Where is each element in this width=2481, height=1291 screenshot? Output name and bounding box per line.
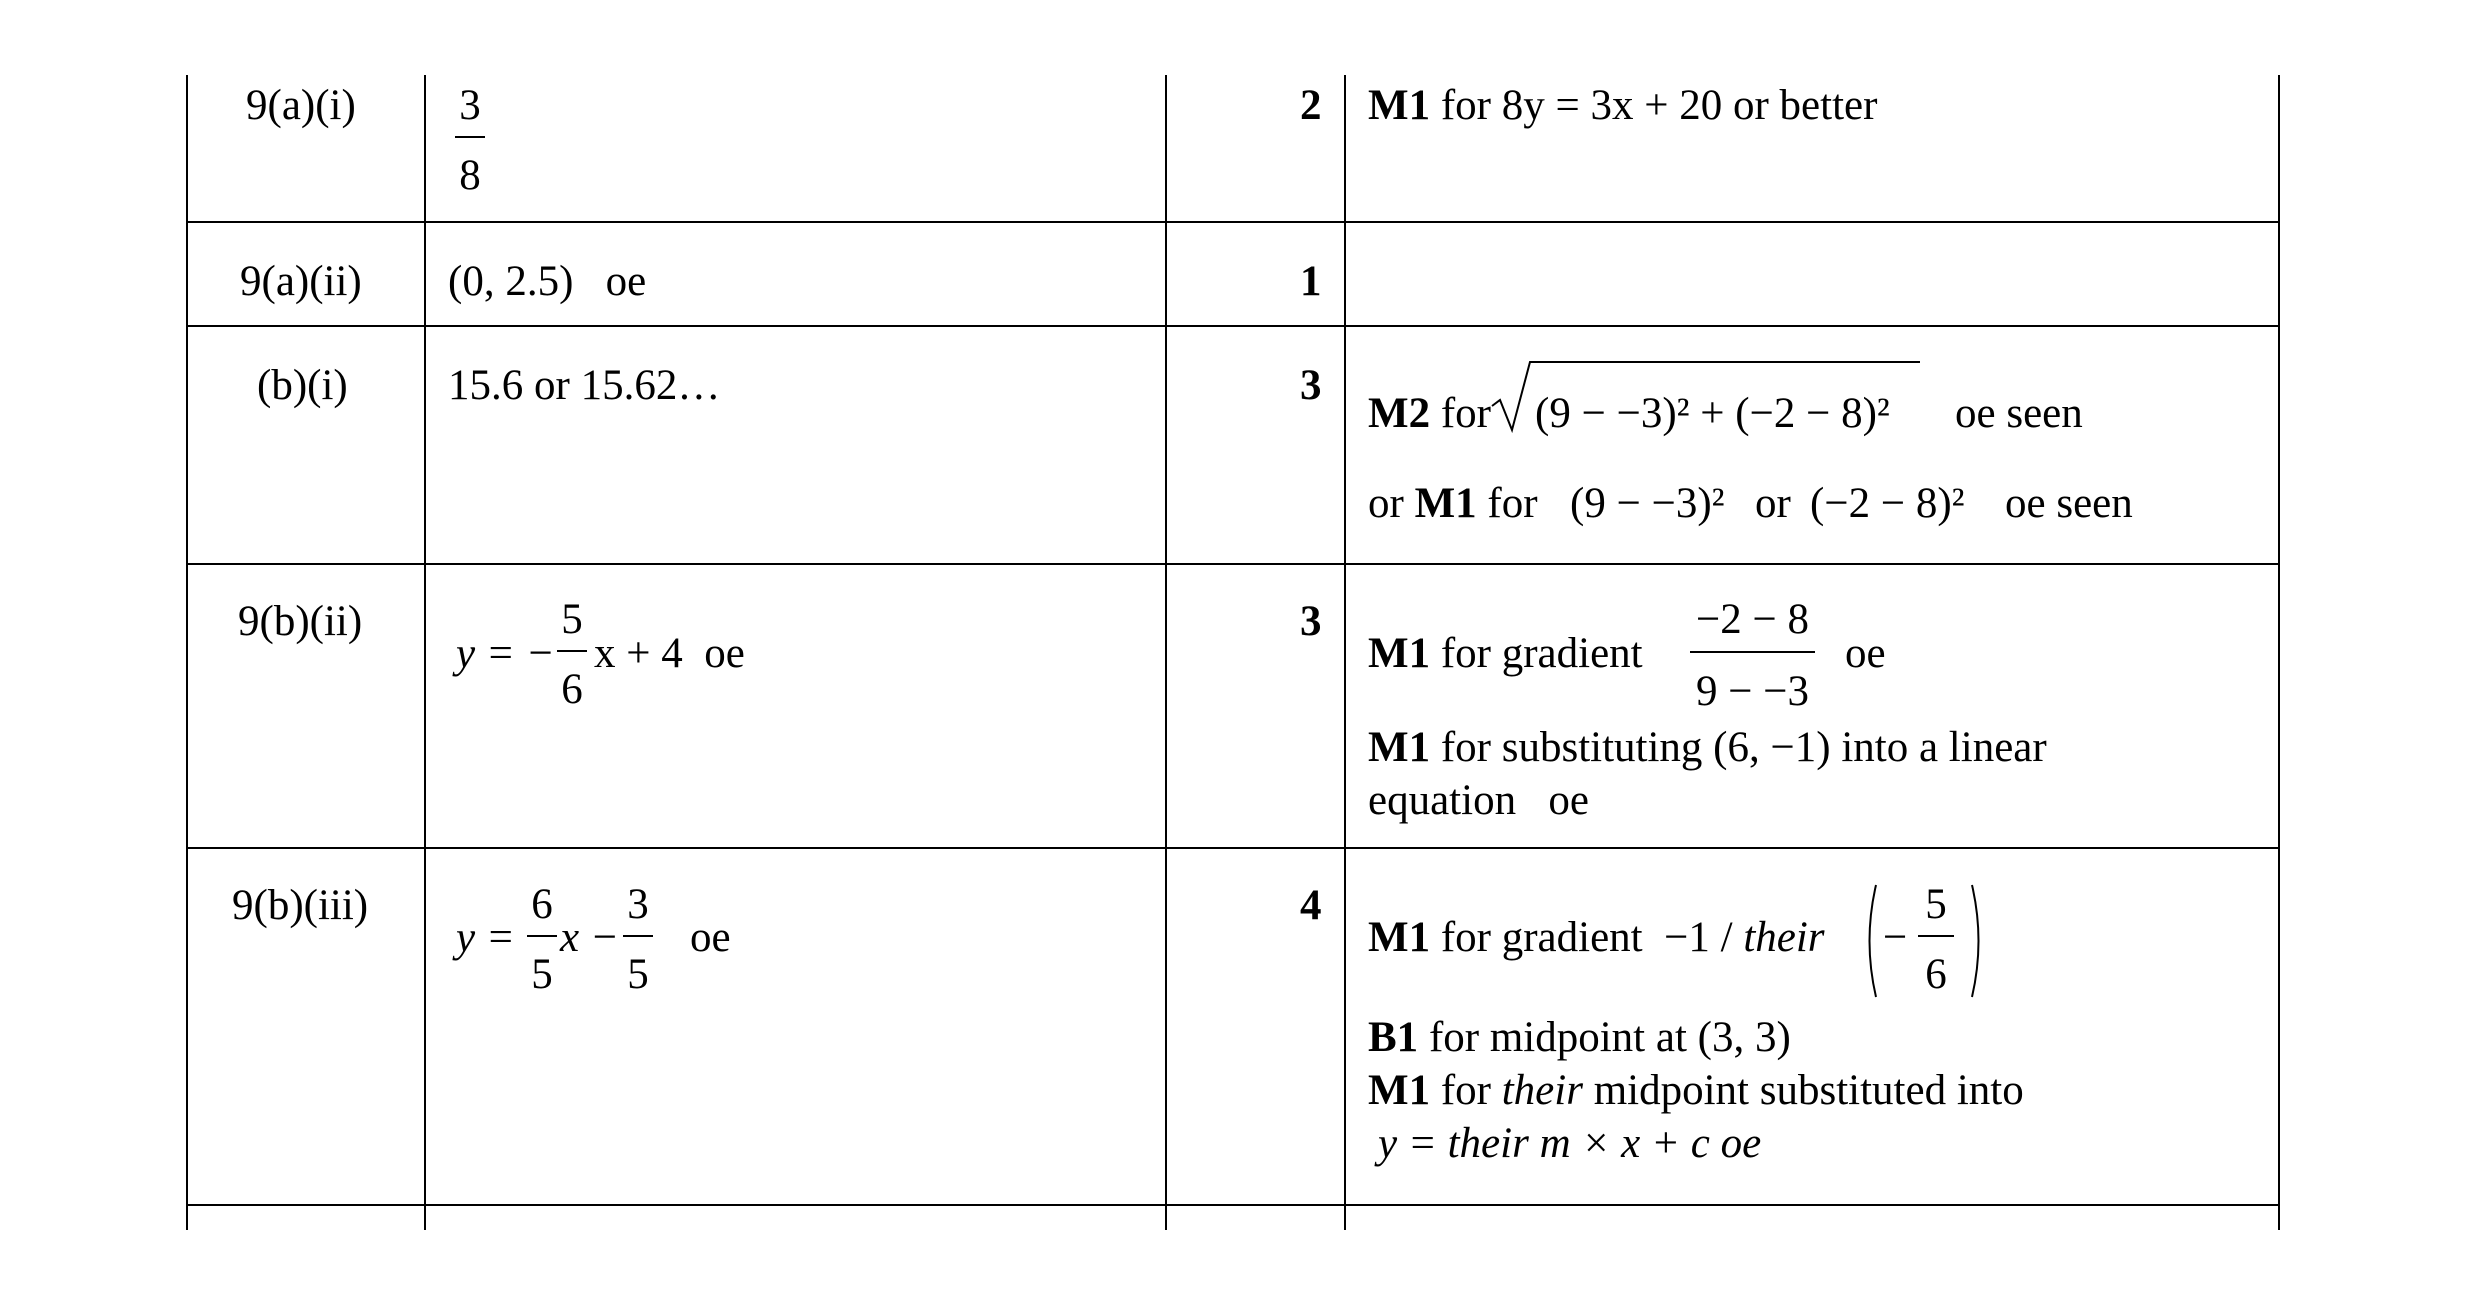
guidance-text: oe seen (1955, 390, 2083, 437)
fraction-denominator: 6 (561, 666, 583, 713)
guidance-text: or (1368, 480, 1415, 527)
fraction-numerator: 5 (561, 596, 583, 643)
answer-text: (0, 2.5) oe (448, 258, 647, 305)
answer-text: 15.6 or 15.62… (448, 362, 721, 409)
mark-code: M1 (1368, 82, 1431, 129)
mark-code: M1 (1368, 724, 1431, 771)
guidance-text: oe seen (2005, 480, 2133, 527)
answer-prefix: y = − (456, 630, 555, 677)
guidance-text (1368, 84, 1877, 127)
guidance-text: for substituting (6, −1) into a linear (1430, 724, 2047, 771)
marks-value: 2 (1300, 82, 1322, 129)
guidance-line-2 (1368, 726, 2047, 769)
guidance-line-1 (1368, 916, 1825, 959)
fraction-denominator: 8 (459, 152, 481, 199)
marks-value: 3 (1300, 362, 1322, 409)
answer-fraction (623, 881, 653, 998)
fraction-bar (557, 650, 587, 652)
expression-part: (−2 − 8)² (1810, 480, 1965, 527)
guidance-text: for (1430, 1067, 1502, 1114)
distance-expression: (9 − −3)² + (−2 − 8)² (1535, 390, 1890, 437)
mark-code: M2 (1368, 390, 1431, 437)
gradient-fraction (1918, 881, 1954, 998)
guidance-line-4: y = their m × x + c oe (1378, 1120, 1762, 1167)
question-number: 9(b)(ii) (238, 598, 363, 645)
guidance-text: for (1476, 480, 1538, 527)
their-word: their (1743, 914, 1825, 961)
fraction-bar (455, 136, 485, 138)
question-number: 9(a)(ii) (240, 258, 362, 305)
guidance-text: or (1755, 480, 1791, 527)
fraction-numerator: −2 − 8 (1695, 596, 1809, 643)
fraction-denominator: 6 (1925, 951, 1947, 998)
guidance-line-2 (1368, 1016, 1791, 1059)
question-number: 9(b)(iii) (232, 882, 369, 929)
fraction-bar (1690, 651, 1815, 653)
question-number: (b)(i) (257, 362, 348, 409)
answer-fraction (557, 596, 587, 713)
guidance-line-3: equation oe (1368, 777, 1589, 824)
answer-fraction (527, 881, 557, 998)
answer-suffix: x + 4 oe (594, 630, 745, 677)
expression-part: (9 − −3)² (1570, 480, 1725, 527)
answer-middle: x − (560, 914, 619, 961)
mark-code: B1 (1368, 1014, 1419, 1061)
gradient-fraction (1690, 598, 1815, 713)
answer-prefix: y = (456, 914, 515, 961)
guidance-line-m1 (1368, 482, 1538, 525)
fraction-numerator: 3 (627, 881, 649, 928)
fraction-denominator: 9 − −3 (1695, 668, 1809, 715)
fraction-bar (1918, 935, 1954, 937)
fraction-numerator: 5 (1925, 881, 1947, 928)
fraction-denominator: 5 (531, 951, 553, 998)
guidance-rest: for 8y = 3x + 20 or better (1430, 82, 1878, 129)
marks-value: 3 (1300, 598, 1322, 645)
guidance-text: for gradient (1430, 630, 1643, 677)
guidance-text: for (1430, 390, 1491, 437)
fraction-numerator: 3 (459, 82, 481, 129)
answer-suffix: oe (690, 914, 731, 961)
fraction-bar (623, 935, 653, 937)
mark-code: M1 (1368, 1067, 1431, 1114)
negative-sign: − (1883, 914, 1908, 961)
mark-code: M1 (1368, 630, 1431, 677)
their-word: their (1501, 1067, 1583, 1114)
guidance-text: for gradient −1 / (1430, 914, 1744, 961)
fraction-bar (527, 935, 557, 937)
guidance-text: oe (1845, 630, 1886, 677)
question-number: 9(a)(i) (246, 82, 356, 129)
answer-fraction (455, 82, 485, 199)
fraction-denominator: 5 (627, 951, 649, 998)
guidance-line-3 (1368, 1069, 2024, 1112)
guidance-line-m2 (1368, 392, 1491, 435)
guidance-text: for midpoint at (3, 3) (1418, 1014, 1791, 1061)
mark-code: M1 (1368, 914, 1431, 961)
mark-code: M1 (1414, 480, 1477, 527)
guidance-line-1 (1368, 632, 1643, 675)
marks-value: 4 (1300, 882, 1322, 929)
marks-value: 1 (1300, 258, 1322, 305)
guidance-text: midpoint substituted into (1582, 1067, 2024, 1114)
fraction-numerator: 6 (531, 881, 553, 928)
